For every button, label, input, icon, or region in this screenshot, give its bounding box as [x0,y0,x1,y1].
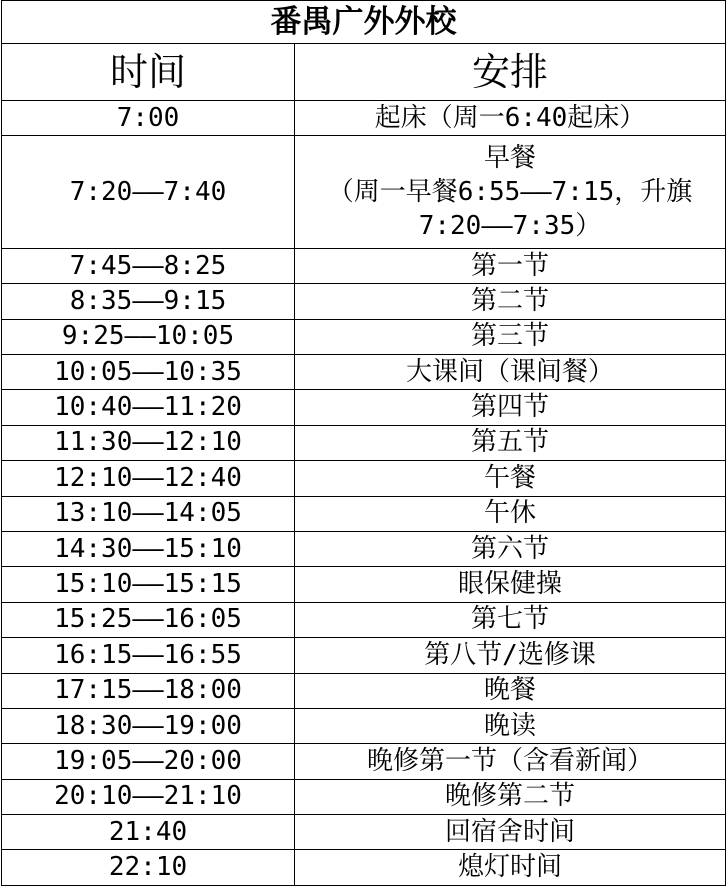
time-cell: 7:00 [2,101,295,136]
header-arrangement: 安排 [295,44,726,101]
table-row [2,779,726,814]
table-row [2,708,726,743]
table-row [2,815,726,850]
time-cell: 10:05——10:35 [2,355,295,390]
item-cell: 熄灯时间 [295,850,726,886]
schedule-table [1,0,726,886]
time-cell: 21:40 [2,815,295,850]
item-cell: 起床（周一6:40起床） [295,101,726,136]
item-cell: 第三节 [295,319,726,354]
time-cell: 7:45——8:25 [2,248,295,283]
time-cell: 15:25——16:05 [2,602,295,637]
table-row [2,248,726,283]
table-row [2,136,726,248]
item-cell: 晚修第一节（含看新闻） [295,744,726,779]
table-row [2,101,726,136]
time-cell: 16:15——16:55 [2,638,295,673]
item-cell: 眼保健操 [295,567,726,602]
time-cell: 18:30——19:00 [2,708,295,743]
item-cell: 晚读 [295,708,726,743]
table-row [2,355,726,390]
table-row [2,850,726,886]
table-row [2,425,726,460]
time-cell: 13:10——14:05 [2,496,295,531]
time-cell: 14:30——15:10 [2,531,295,566]
time-cell: 15:10——15:15 [2,567,295,602]
table-row [2,567,726,602]
item-cell: 午餐 [295,461,726,496]
time-cell: 20:10——21:10 [2,779,295,814]
title-row [2,1,726,44]
time-cell: 22:10 [2,850,295,886]
item-cell: 大课间（课间餐） [295,355,726,390]
item-cell: 回宿舍时间 [295,815,726,850]
table-row [2,673,726,708]
item-cell: 第二节 [295,284,726,319]
item-cell: 早餐 （周一早餐6:55——7:15，升旗7:20——7:35） [295,136,726,248]
time-cell: 9:25——10:05 [2,319,295,354]
time-cell: 8:35——9:15 [2,284,295,319]
time-cell: 17:15——18:00 [2,673,295,708]
item-cell: 晚修第二节 [295,779,726,814]
item-cell: 第七节 [295,602,726,637]
table-row [2,531,726,566]
table-row [2,744,726,779]
item-cell: 第八节/选修课 [295,638,726,673]
time-cell: 12:10——12:40 [2,461,295,496]
time-cell: 7:20——7:40 [2,136,295,248]
time-cell: 11:30——12:10 [2,425,295,460]
table-row [2,638,726,673]
table-row [2,602,726,637]
item-cell: 午休 [295,496,726,531]
table-row [2,496,726,531]
item-cell: 第四节 [295,390,726,425]
header-time: 时间 [2,44,295,101]
table-row [2,390,726,425]
header-row [2,44,726,101]
item-cell: 晚餐 [295,673,726,708]
time-cell: 10:40——11:20 [2,390,295,425]
table-row [2,284,726,319]
item-cell: 第一节 [295,248,726,283]
item-cell: 第六节 [295,531,726,566]
item-cell: 第五节 [295,425,726,460]
time-cell: 19:05——20:00 [2,744,295,779]
table-title: 番禺广外外校 [2,1,726,44]
table-row [2,319,726,354]
table-row [2,461,726,496]
